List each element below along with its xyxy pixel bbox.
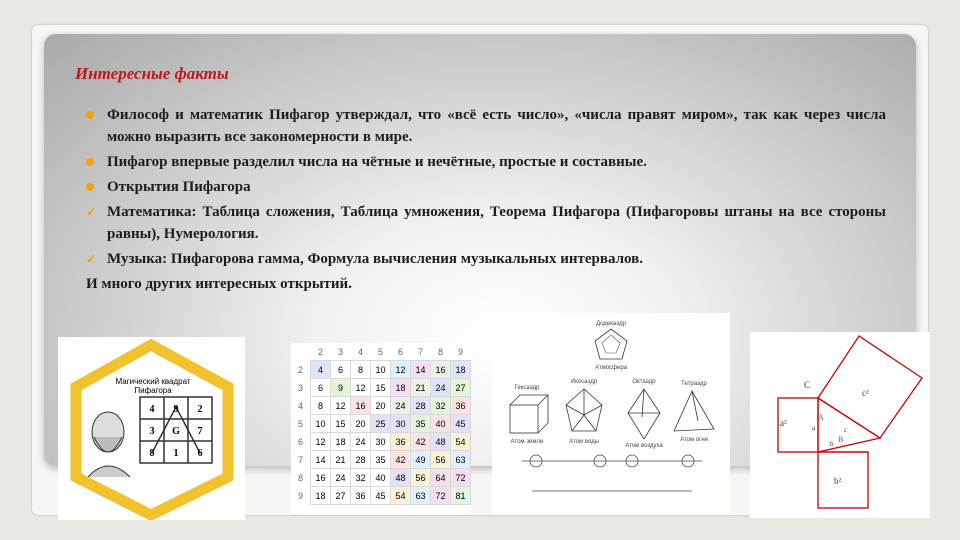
bullet-dot-icon [86, 111, 94, 119]
table-row [291, 469, 471, 487]
table-header-cell: 9 [457, 346, 463, 357]
table-cell: 32 [431, 397, 451, 415]
bullet-item [86, 248, 886, 270]
table-cell: 8 [351, 361, 371, 379]
theorem-label: a² [780, 418, 787, 428]
magic-cell: 9 [173, 404, 179, 415]
theorem-label: A [818, 413, 824, 422]
solid-sublabel: Атом земли [510, 439, 544, 445]
platonic-solids-image [492, 313, 730, 515]
table-cell: 28 [351, 451, 371, 469]
table-header-cell: 7 [417, 346, 423, 357]
table-cell: 24 [431, 379, 451, 397]
table-cell: 14 [411, 361, 431, 379]
table-cell: 15 [371, 379, 391, 397]
table-header-cell: 4 [357, 346, 363, 357]
theorem-label: a [812, 424, 816, 432]
magic-cell: 1 [173, 448, 179, 459]
bullet-item [86, 104, 886, 148]
table-cell: 56 [431, 451, 451, 469]
table-header-cell: 3 [337, 346, 343, 357]
table-cell: 42 [391, 451, 411, 469]
solid-label: Тетраэдр [681, 381, 707, 387]
checkmark-icon: ✓ [86, 252, 97, 266]
theorem-label: b [830, 440, 834, 448]
solid-label: Гексаэдр [514, 385, 540, 391]
table-cell: 63 [411, 487, 431, 505]
theorem-label: c [844, 426, 848, 434]
multiplication-table [291, 343, 471, 505]
octahedron-shape [628, 389, 660, 439]
theorem-label: B [838, 435, 844, 444]
solid-sublabel: Атом огня [680, 437, 708, 443]
solid-sublabel: Атом воды [569, 439, 599, 445]
table-cell: 81 [451, 487, 471, 505]
table-header-cell: 6 [397, 346, 403, 357]
table-cell: 16 [311, 469, 331, 487]
table-header-cell: 5 [377, 346, 383, 357]
table-cell: 45 [371, 487, 391, 505]
table-row [291, 397, 471, 415]
table-cell: 25 [371, 415, 391, 433]
magic-cell: 4 [149, 404, 155, 415]
table-cell: 24 [351, 433, 371, 451]
table-cell: 49 [411, 451, 431, 469]
magic-square-caption: Пифагора [134, 386, 172, 395]
dodecahedron-shape [595, 329, 627, 359]
table-cell: 21 [411, 379, 431, 397]
tetrahedron-shape [674, 391, 714, 431]
table-cell: 18 [331, 433, 351, 451]
table-row [291, 433, 471, 451]
table-cell: 14 [311, 451, 331, 469]
table-cell: 15 [331, 415, 351, 433]
table-cell: 45 [451, 415, 471, 433]
leg-b-square [818, 452, 868, 508]
table-cell: 35 [371, 451, 391, 469]
table-cell: 36 [351, 487, 371, 505]
magic-cell: 7 [197, 426, 203, 437]
table-cell: 35 [411, 415, 431, 433]
magic-cell: G [172, 426, 180, 437]
bullet-dot-icon [86, 158, 94, 166]
solid-label: Икосаэдр [570, 379, 598, 385]
table-cell: 72 [431, 487, 451, 505]
table-row [291, 361, 471, 379]
table-cell: 42 [411, 433, 431, 451]
slide-title: Интересные факты [75, 64, 229, 83]
solid-label: Октаэдр [632, 379, 656, 385]
magic-square-caption: Магический квадрат [115, 377, 191, 386]
table-cell: 72 [451, 469, 471, 487]
table-cell: 21 [331, 451, 351, 469]
cube-shape [510, 405, 538, 433]
table-cell: 9 [331, 379, 351, 397]
table-row [291, 379, 471, 397]
table-row-header: 7 [297, 454, 303, 465]
solid-sublabel: Атмосфера [594, 365, 628, 371]
bullet-text: Открытия Пифагора [107, 179, 251, 195]
table-cell: 56 [411, 469, 431, 487]
bullet-item [86, 201, 886, 245]
table-cell: 48 [431, 433, 451, 451]
table-cell: 16 [351, 397, 371, 415]
table-header-cell: 2 [317, 346, 323, 357]
table-row [291, 487, 471, 505]
theorem-label: c² [862, 388, 869, 398]
table-cell: 48 [391, 469, 411, 487]
table-cell: 6 [311, 379, 331, 397]
magic-square-image [58, 337, 245, 520]
table-row-header: 4 [297, 400, 303, 411]
checkmark-icon: ✓ [86, 205, 97, 219]
table-cell: 63 [451, 451, 471, 469]
table-cell: 16 [431, 361, 451, 379]
table-row [291, 415, 471, 433]
table-row-header: 3 [297, 382, 303, 393]
table-cell: 30 [391, 415, 411, 433]
bullet-item [86, 151, 886, 173]
table-cell: 54 [451, 433, 471, 451]
table-cell: 4 [311, 361, 331, 379]
table-cell: 32 [351, 469, 371, 487]
bullet-text: Музыка: Пифагорова гамма, Формула вычисления музыкальных интервалов. [107, 251, 643, 267]
table-cell: 27 [331, 487, 351, 505]
table-cell: 12 [351, 379, 371, 397]
theorem-label: b² [834, 476, 842, 486]
closing-text: И много других интересных открытий. [86, 276, 352, 292]
table-row-header: 2 [297, 364, 303, 375]
multiplication-table-image [291, 343, 471, 514]
table-cell: 40 [431, 415, 451, 433]
table-cell: 6 [331, 361, 351, 379]
music-scale-diagram [522, 455, 702, 491]
table-header-cell: 8 [437, 346, 443, 357]
table-cell: 20 [351, 415, 371, 433]
table-cell: 36 [451, 397, 471, 415]
bullet-text: Пифагор впервые разделил числа на чётные и нечётные, простые и составные. [107, 154, 647, 170]
table-cell: 54 [391, 487, 411, 505]
magic-cell: 6 [197, 448, 203, 459]
table-row-header: 8 [297, 472, 303, 483]
table-row-header: 6 [297, 436, 303, 447]
magic-cell: 3 [149, 426, 155, 437]
table-cell: 24 [391, 397, 411, 415]
theorem-label: C [804, 380, 811, 390]
table-cell: 28 [411, 397, 431, 415]
table-row [291, 451, 471, 469]
magic-cell: 2 [197, 404, 203, 415]
table-cell: 10 [371, 361, 391, 379]
pythagorean-theorem-image [750, 332, 930, 518]
table-cell: 64 [431, 469, 451, 487]
bullet-list [86, 104, 886, 295]
table-cell: 36 [391, 433, 411, 451]
bullet-text: Математика: Таблица сложения, Таблица умножения, Теорема Пифагора (Пифагоровы штаны на все стороны равны), Нумерология. [107, 204, 886, 242]
magic-cell: 8 [149, 448, 155, 459]
solid-sublabel: Атом воздуха [625, 443, 663, 449]
bullet-item [86, 176, 886, 198]
table-cell: 12 [331, 397, 351, 415]
solid-label: Додекаэдр [595, 321, 627, 327]
table-cell: 10 [311, 415, 331, 433]
table-row-header: 9 [297, 490, 303, 501]
table-cell: 12 [311, 433, 331, 451]
bullet-dot-icon [86, 183, 94, 191]
table-row-header: 5 [297, 418, 303, 429]
table-cell: 24 [331, 469, 351, 487]
table-cell: 12 [391, 361, 411, 379]
right-triangle [818, 398, 880, 452]
bullet-text: Философ и математик Пифагор утверждал, что «всё есть число», «числа правят миром», так как через числа можно выразить все закономерности в мире. [107, 107, 886, 145]
table-cell: 30 [371, 433, 391, 451]
table-cell: 18 [451, 361, 471, 379]
table-cell: 8 [311, 397, 331, 415]
table-cell: 20 [371, 397, 391, 415]
table-cell: 18 [391, 379, 411, 397]
table-cell: 27 [451, 379, 471, 397]
hypotenuse-square [818, 336, 922, 438]
table-cell: 18 [311, 487, 331, 505]
table-cell: 40 [371, 469, 391, 487]
